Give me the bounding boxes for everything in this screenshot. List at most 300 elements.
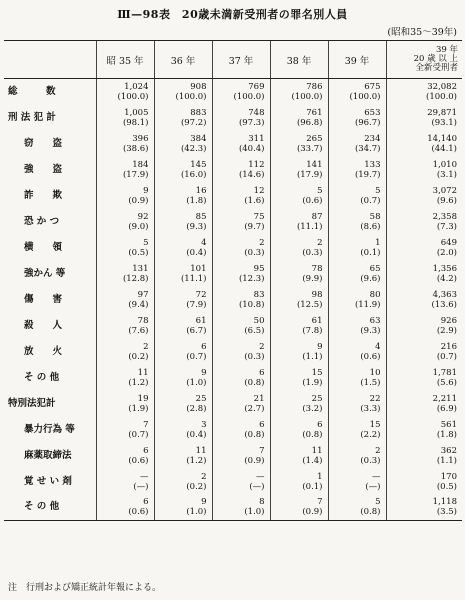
cell-percent: (0.7)	[128, 429, 149, 440]
cell-percent: (0.9)	[244, 455, 265, 466]
cell-percent: (1.1)	[302, 351, 323, 362]
cell-percent: (1.4)	[302, 455, 323, 466]
cell-count: 769	[248, 81, 265, 92]
cell-percent: (34.7)	[354, 143, 381, 154]
cell-percent: (1.2)	[128, 377, 149, 388]
table-row	[4, 157, 462, 183]
cell-count: 2	[259, 341, 265, 352]
cell-count: 748	[248, 107, 265, 118]
cell-percent: (0.3)	[244, 247, 265, 258]
table-row	[4, 469, 462, 495]
cell-count: 16	[195, 185, 207, 196]
data-cell	[386, 105, 462, 131]
cell-percent: (0.3)	[360, 455, 381, 466]
row-label: 麻薬取締法	[24, 449, 72, 461]
column-header: 39 年	[328, 41, 386, 79]
data-cell	[270, 313, 328, 339]
table-row	[4, 131, 462, 157]
cell-percent: (100.0)	[349, 91, 381, 102]
cell-count: 6	[143, 445, 149, 456]
cell-count: 9	[317, 341, 323, 352]
cell-count: 675	[364, 81, 381, 92]
cell-percent: (98.1)	[122, 117, 149, 128]
cell-count: 21	[253, 393, 265, 404]
cell-count: 786	[306, 81, 323, 92]
cell-count: 9	[201, 497, 207, 508]
cell-percent: (9.6)	[436, 195, 457, 206]
cell-count: 101	[190, 263, 207, 274]
cell-count: 265	[306, 133, 323, 144]
cell-percent: (7.8)	[302, 325, 323, 336]
cell-percent: (0.6)	[128, 455, 149, 466]
row-label: 強かん 等	[24, 267, 66, 279]
cell-count: 384	[190, 133, 207, 144]
cell-percent: (38.6)	[122, 143, 149, 154]
data-cell	[270, 391, 328, 417]
cell-percent: (0.5)	[128, 247, 149, 258]
cell-count: 7	[143, 419, 149, 430]
column-header: 36 年	[154, 41, 212, 79]
cell-percent: (12.8)	[122, 273, 149, 284]
cell-count: 649	[440, 237, 457, 248]
column-header: 37 年	[212, 41, 270, 79]
data-cell	[96, 209, 154, 235]
cell-count: 561	[440, 419, 457, 430]
data-cell	[212, 313, 270, 339]
cell-count: 1,010	[432, 159, 457, 170]
table-row	[4, 365, 462, 391]
cell-count: 83	[253, 289, 265, 300]
cell-count: 78	[137, 315, 149, 326]
data-cell	[154, 261, 212, 287]
cell-percent: (9.3)	[360, 325, 381, 336]
cell-count: 8	[259, 497, 265, 508]
cell-percent: (33.7)	[296, 143, 323, 154]
cell-count: 11	[195, 445, 207, 456]
data-cell	[154, 443, 212, 469]
data-cell	[270, 365, 328, 391]
cell-percent: (1.9)	[128, 403, 149, 414]
cell-percent: (100.0)	[233, 91, 265, 102]
cell-percent: (0.6)	[302, 195, 323, 206]
cell-percent: (0.4)	[186, 247, 207, 258]
data-cell	[96, 391, 154, 417]
cell-count: 65	[369, 263, 381, 274]
data-cell	[386, 469, 462, 495]
data-cell	[154, 365, 212, 391]
row-label: 強 盗	[24, 163, 63, 175]
cell-count: 6	[201, 341, 207, 352]
cell-percent: (9.0)	[128, 221, 149, 232]
cell-count: 98	[311, 289, 323, 300]
cell-count: 2	[259, 237, 265, 248]
cell-percent: (9.4)	[128, 299, 149, 310]
data-cell	[328, 209, 386, 235]
cell-percent: (17.9)	[296, 169, 323, 180]
cell-percent: (6.7)	[186, 325, 207, 336]
cell-count: 4	[201, 237, 207, 248]
cell-percent: (1.8)	[186, 195, 207, 206]
cell-count: 2	[143, 341, 149, 352]
data-cell	[154, 417, 212, 443]
data-cell	[212, 105, 270, 131]
data-cell	[154, 339, 212, 365]
cell-percent: (0.6)	[360, 351, 381, 362]
data-cell	[328, 469, 386, 495]
data-cell	[212, 339, 270, 365]
row-label: そ の 他	[24, 371, 60, 383]
cell-percent: (0.2)	[186, 481, 207, 492]
cell-count: 29,871	[427, 107, 457, 118]
data-cell	[212, 131, 270, 157]
cell-count: 6	[317, 419, 323, 430]
data-cell	[154, 313, 212, 339]
data-cell	[270, 131, 328, 157]
data-cell	[212, 261, 270, 287]
cell-percent: (93.1)	[431, 117, 457, 128]
cell-percent: (40.4)	[238, 143, 265, 154]
column-header: 38 年	[270, 41, 328, 79]
total-header-line: 39 年	[435, 45, 458, 55]
cell-percent: (3.1)	[436, 169, 457, 180]
cell-count: 1	[375, 237, 381, 248]
header-row	[4, 41, 462, 79]
data-cell	[386, 131, 462, 157]
cell-percent: (0.1)	[302, 481, 323, 492]
cell-percent: (1.1)	[436, 455, 457, 466]
data-cell	[96, 183, 154, 209]
cell-count: 234	[364, 133, 381, 144]
data-cell	[328, 157, 386, 183]
data-cell	[212, 183, 270, 209]
cell-percent: (9.3)	[186, 221, 207, 232]
cell-percent: (10.8)	[238, 299, 265, 310]
cell-count: 22	[369, 393, 381, 404]
table-row	[4, 235, 462, 261]
cell-percent: (0.7)	[436, 351, 457, 362]
cell-count: 87	[311, 211, 323, 222]
row-label: 横 領	[24, 241, 63, 253]
cell-percent: (11.1)	[180, 273, 207, 284]
data-cell	[154, 105, 212, 131]
cell-percent: (9.9)	[302, 273, 323, 284]
row-label: 傷 害	[24, 293, 63, 305]
data-cell	[328, 495, 386, 521]
data-cell	[96, 157, 154, 183]
data-cell	[328, 79, 386, 105]
cell-percent: (13.6)	[431, 299, 457, 310]
data-cell	[386, 339, 462, 365]
cell-count: 50	[253, 315, 265, 326]
column-header: 昭 35 年	[96, 41, 154, 79]
data-cell	[270, 261, 328, 287]
data-cell	[154, 495, 212, 521]
data-cell	[386, 313, 462, 339]
cell-count: 216	[440, 341, 457, 352]
cell-count: 9	[143, 185, 149, 196]
cell-count: 9	[201, 367, 207, 378]
table-row	[4, 417, 462, 443]
cell-percent: (6.5)	[244, 325, 265, 336]
data-cell	[270, 443, 328, 469]
cell-count: 1,781	[432, 367, 457, 378]
cell-count: 141	[306, 159, 323, 170]
total-column-header	[386, 41, 462, 79]
cell-count: 3	[201, 419, 207, 430]
data-cell	[212, 235, 270, 261]
cell-count: 926	[440, 315, 457, 326]
cell-percent: (44.1)	[431, 143, 457, 154]
data-cell	[96, 313, 154, 339]
cell-percent: (100.0)	[175, 91, 207, 102]
cell-percent: (2.2)	[360, 429, 381, 440]
cell-percent: (7.3)	[436, 221, 457, 232]
cell-count: 7	[259, 445, 265, 456]
cell-percent: (0.4)	[186, 429, 207, 440]
cell-count: 112	[248, 159, 265, 170]
cell-count: 7	[317, 497, 323, 508]
cell-count: —	[256, 471, 265, 482]
table-row	[4, 443, 462, 469]
cell-percent: (0.9)	[302, 507, 323, 518]
cell-count: 131	[132, 263, 149, 274]
cell-percent: (0.6)	[128, 507, 149, 518]
cell-percent: (16.0)	[180, 169, 207, 180]
data-cell	[212, 365, 270, 391]
cell-count: 19	[137, 393, 149, 404]
cell-count: 85	[195, 211, 207, 222]
cell-count: 5	[143, 237, 149, 248]
cell-count: 14,140	[427, 133, 457, 144]
row-label: 窃 盗	[24, 137, 63, 149]
table-row	[4, 339, 462, 365]
table-row	[4, 495, 462, 521]
data-cell	[328, 339, 386, 365]
cell-percent: (7.6)	[128, 325, 149, 336]
data-cell	[386, 261, 462, 287]
data-cell	[386, 79, 462, 105]
data-cell	[96, 287, 154, 313]
data-cell	[212, 209, 270, 235]
row-label: 暴力行為 等	[24, 423, 75, 435]
data-cell	[96, 443, 154, 469]
data-cell	[212, 469, 270, 495]
cell-percent: (1.5)	[360, 377, 381, 388]
table-row	[4, 209, 462, 235]
statistics-table	[4, 40, 462, 521]
cell-count: 32,082	[427, 81, 457, 92]
cell-percent: (2.7)	[244, 403, 265, 414]
row-label: 特別法犯計	[8, 397, 56, 409]
cell-count: 15	[311, 367, 323, 378]
cell-percent: (7.9)	[186, 299, 207, 310]
row-label: 恐 か つ	[24, 215, 60, 227]
cell-count: 1	[317, 471, 323, 482]
cell-count: 75	[253, 211, 265, 222]
table-row	[4, 391, 462, 417]
data-cell	[270, 417, 328, 443]
data-cell	[154, 469, 212, 495]
table-row	[4, 287, 462, 313]
cell-count: 170	[440, 471, 457, 482]
data-cell	[96, 495, 154, 521]
data-cell	[386, 183, 462, 209]
cell-count: 883	[190, 107, 207, 118]
cell-count: 1,024	[124, 81, 149, 92]
row-label: そ の 他	[4, 495, 96, 521]
cell-count: 58	[369, 211, 381, 222]
table-body	[4, 79, 462, 521]
cell-percent: (9.6)	[360, 273, 381, 284]
row-label: 総 数	[8, 85, 56, 97]
cell-count: 761	[306, 107, 323, 118]
cell-count: 11	[311, 445, 323, 456]
cell-percent: (17.9)	[122, 169, 149, 180]
data-cell	[96, 365, 154, 391]
header-corner	[4, 41, 96, 79]
cell-count: 311	[248, 133, 265, 144]
cell-count: 6	[143, 497, 149, 508]
cell-count: 2	[201, 471, 207, 482]
cell-percent: (0.3)	[244, 351, 265, 362]
cell-percent: (0.1)	[360, 247, 381, 258]
data-cell	[328, 235, 386, 261]
cell-percent: (100.0)	[117, 91, 149, 102]
data-cell	[386, 443, 462, 469]
cell-percent: (0.2)	[128, 351, 149, 362]
data-cell	[270, 183, 328, 209]
cell-percent: (0.8)	[360, 507, 381, 518]
cell-percent: (4.2)	[436, 273, 457, 284]
cell-percent: (2.8)	[186, 403, 207, 414]
cell-count: 362	[440, 445, 457, 456]
data-cell	[96, 469, 154, 495]
cell-percent: (3.2)	[302, 403, 323, 414]
cell-percent: (0.8)	[244, 429, 265, 440]
cell-percent: (0.3)	[302, 247, 323, 258]
cell-percent: (97.2)	[180, 117, 207, 128]
cell-percent: (1.0)	[244, 507, 265, 518]
cell-percent: (11.1)	[296, 221, 323, 232]
data-cell	[154, 183, 212, 209]
data-cell	[386, 365, 462, 391]
data-cell	[386, 157, 462, 183]
cell-percent: (0.8)	[302, 429, 323, 440]
cell-percent: (12.3)	[238, 273, 265, 284]
data-cell	[96, 417, 154, 443]
cell-percent: (0.9)	[128, 195, 149, 206]
table-row	[4, 313, 462, 339]
data-cell	[96, 339, 154, 365]
cell-count: 78	[311, 263, 323, 274]
data-cell	[96, 131, 154, 157]
cell-count: 80	[369, 289, 381, 300]
cell-percent: (0.7)	[360, 195, 381, 206]
cell-count: 1,118	[432, 497, 457, 508]
data-cell	[328, 183, 386, 209]
data-cell	[386, 417, 462, 443]
cell-percent: (—)	[365, 481, 381, 492]
data-cell	[386, 495, 462, 521]
data-cell	[212, 495, 270, 521]
cell-percent: (1.9)	[302, 377, 323, 388]
cell-count: 2	[317, 237, 323, 248]
cell-count: 12	[253, 185, 265, 196]
data-cell	[270, 105, 328, 131]
data-cell	[154, 157, 212, 183]
cell-percent: (2.9)	[436, 325, 457, 336]
data-cell	[328, 365, 386, 391]
cell-percent: (0.8)	[244, 377, 265, 388]
data-cell	[96, 105, 154, 131]
cell-percent: (3.3)	[360, 403, 381, 414]
cell-count: 25	[311, 393, 323, 404]
data-cell	[328, 287, 386, 313]
row-label: 殺 人	[24, 319, 63, 331]
cell-count: 72	[195, 289, 207, 300]
cell-percent: (—)	[133, 481, 149, 492]
cell-percent: (6.9)	[436, 403, 457, 414]
data-cell	[386, 287, 462, 313]
cell-count: 6	[259, 419, 265, 430]
cell-count: 2,358	[432, 211, 457, 222]
cell-count: 5	[375, 185, 381, 196]
data-cell	[154, 209, 212, 235]
data-cell	[270, 495, 328, 521]
cell-percent: (2.0)	[436, 247, 457, 258]
cell-percent: (0.7)	[186, 351, 207, 362]
cell-percent: (1.6)	[244, 195, 265, 206]
data-cell	[270, 209, 328, 235]
cell-count: —	[372, 471, 381, 482]
data-cell	[270, 287, 328, 313]
cell-count: 653	[364, 107, 381, 118]
cell-percent: (97.3)	[238, 117, 265, 128]
data-cell	[154, 391, 212, 417]
cell-percent: (100.0)	[426, 91, 457, 102]
table-row	[4, 79, 462, 105]
cell-count: 61	[311, 315, 323, 326]
cell-percent: (—)	[249, 481, 265, 492]
data-cell	[270, 235, 328, 261]
data-cell	[328, 391, 386, 417]
table-row	[4, 105, 462, 131]
cell-percent: (1.2)	[186, 455, 207, 466]
cell-percent: (5.6)	[436, 377, 457, 388]
cell-percent: (12.5)	[296, 299, 323, 310]
data-cell	[328, 417, 386, 443]
cell-count: 11	[137, 367, 149, 378]
cell-count: 4,363	[432, 289, 457, 300]
table-row	[4, 183, 462, 209]
cell-count: 2	[375, 445, 381, 456]
cell-percent: (96.7)	[354, 117, 381, 128]
table-row	[4, 261, 462, 287]
data-cell	[328, 261, 386, 287]
cell-count: 25	[195, 393, 207, 404]
cell-percent: (19.7)	[354, 169, 381, 180]
cell-count: 63	[369, 315, 381, 326]
cell-count: 1,356	[432, 263, 457, 274]
cell-percent: (1.0)	[186, 507, 207, 518]
data-cell	[212, 417, 270, 443]
row-label: 放 火	[24, 345, 63, 357]
cell-count: 2,211	[432, 393, 457, 404]
cell-percent: (8.6)	[360, 221, 381, 232]
cell-count: 4	[375, 341, 381, 352]
cell-count: 5	[317, 185, 323, 196]
table-period: (昭和35～39年)	[387, 27, 457, 38]
